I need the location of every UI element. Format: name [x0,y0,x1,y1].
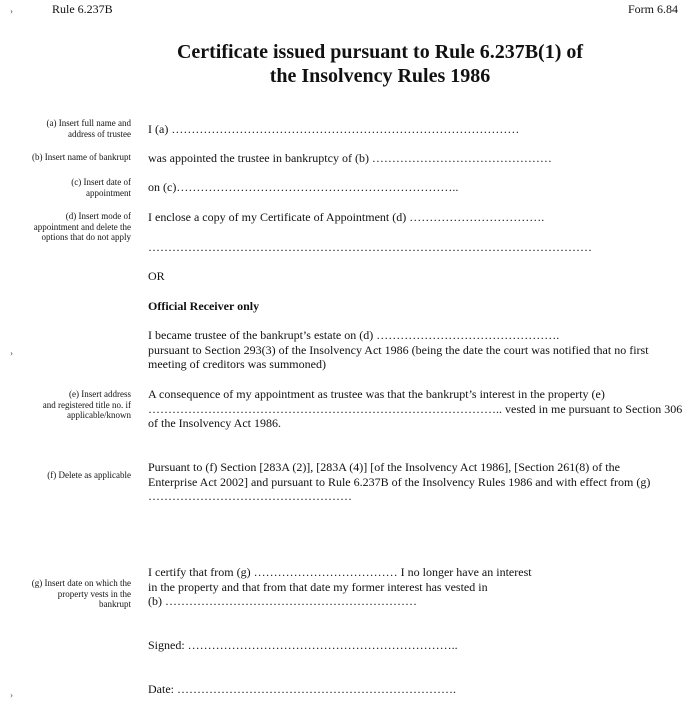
dotted-continuation-line: ………………………………………………………………………………………………… [148,240,592,254]
note-c: (c) Insert date of appointment [71,177,131,198]
note-b: (b) Insert name of bankrupt [32,152,131,162]
note-e: (e) Insert address and registered title no. if applicable/known [42,389,131,420]
date-line: Date: ……………………………………………………………. [148,682,456,696]
form-number: Form 6.84 [627,2,678,16]
consequence-paragraph: A consequence of my appointment as trustee was that the bankrupt’s interest in the property (e) …………………………………………………………………………….. vested in me pursuant to Section 306 of the Insolvency Act 1986. [148,387,683,430]
official-receiver-heading: Official Receiver only [148,299,260,313]
note-d: (d) Insert mode of appointment and delete the options that do not apply [33,211,131,242]
or-separator: OR [148,269,165,283]
trustee-line: I (a) …………………………………………………………………………… [148,122,520,136]
appointed-line: was appointed the trustee in bankruptcy of (b) ……………………………………… [148,151,552,165]
note-a: (a) Insert full name and address of trustee [46,118,131,139]
title-line-2: the Insolvency Rules 1986 [269,65,491,87]
scan-mark: › [10,348,13,358]
pursuant-paragraph: Pursuant to (f) Section [283A (2)], [283A (4)] [of the Insolvency Act 1986], [Section 261(8) of the Enterprise Act 2002] and pursuant to Rule 6.237B of the Insolvency Rules 1986 and with effect from (g) …………………………………………… [148,460,651,503]
scan-mark: › [10,690,13,700]
appointment-date-line: on (c)…………………………………………………………….. [148,180,459,194]
signed-line: Signed: ………………………………………………………….. [148,638,458,652]
note-f: (f) Delete as applicable [47,470,131,480]
rule-number: Rule 6.237B [52,2,113,16]
title-line-1: Certificate issued pursuant to Rule 6.237B(1) of [176,41,584,63]
page-title [80,40,680,88]
certify-paragraph: I certify that from (g) ……………………………… I no longer have an interest in the property and that from that date my former interest has vested in (b) ……………………………………………………… [148,565,532,608]
enclose-certificate-line: I enclose a copy of my Certificate of Appointment (d) ……………………………. [148,210,545,224]
note-g: (g) Insert date on which the property vests in the bankrupt [31,578,131,609]
scan-mark: › [10,6,13,16]
became-trustee-paragraph: I became trustee of the bankrupt’s estate on (d) ………………………………………. pursuant to Section 293(3) of the Insolvency Act 1986 (being the date the court was notified that no first meeting of creditors was summoned) [148,328,649,371]
